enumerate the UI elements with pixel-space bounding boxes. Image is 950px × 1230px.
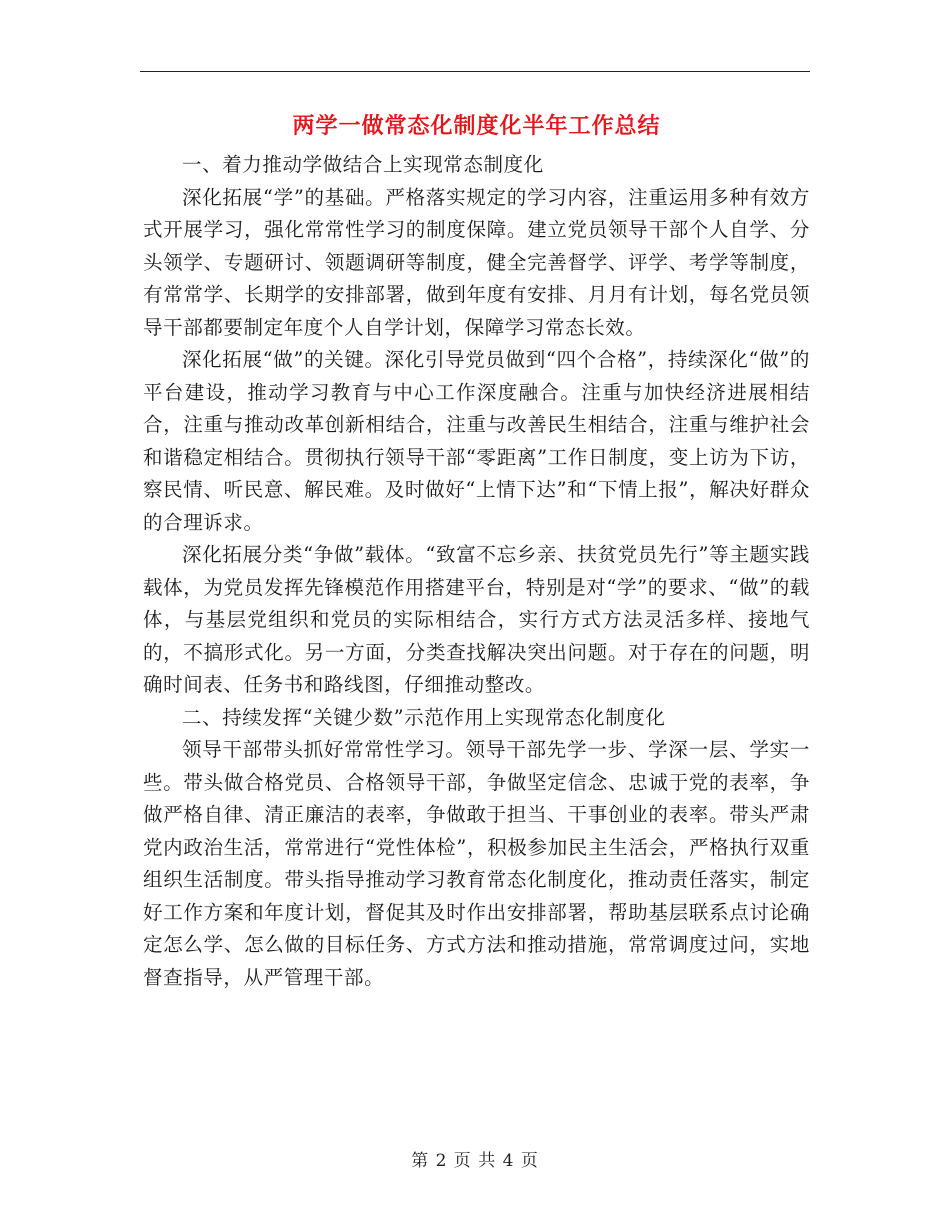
document-title: 两学一做常态化制度化半年工作总结 [292, 113, 661, 139]
body-paragraph-3: 深化拓展分类“争做”载体。“致富不忘乡亲、扶贫党员先行”等主题实践载体，为党员发挥先锋模范作用搭建平台，特别是对“学”的要求、“做”的载体，与基层党组织和党员的实际相结合，实行方式方法灵活多样、接地气的，不搞形式化。另一方面，分类查找解决突出问题。对于存在的问题，明确时间表、任务书和路线图，仔细推动整改。 [143, 543, 810, 696]
page-number: 第 2 页 共 4 页 [411, 1151, 539, 1171]
body-paragraph-1: 深化拓展“学”的基础。严格落实规定的学习内容，注重运用多种有效方式开展学习，强化常常性学习的制度保障。建立党员领导干部个人自学、分头领学、专题研讨、领题调研等制度，健全完善督学、评学、考学等制度，有常常学、长期学的安排部署，做到年度有安排、月月有计划，每名党员领导干部都要制定年度个人自学计划，保障学习常态长效。 [143, 185, 810, 339]
header-rule [140, 71, 810, 72]
document-body [143, 103, 810, 994]
body-paragraph-2: 深化拓展“做”的关键。深化引导党员做到“四个合格”，持续深化“做”的平台建设，推动学习教育与中心工作深度融合。注重与加快经济进展相结合，注重与推动改革创新相结合，注重与改善民生相结合，注重与维护社会和谐稳定相结合。贯彻执行领导干部“零距离”工作日制度，变上访为下访，察民情、听民意、解民难。及时做好“上情下达”和“下情上报”，解决好群众的合理诉求。 [143, 348, 810, 534]
section-heading-2: 二、持续发挥“关键少数”示范作用上实现常态化制度化 [182, 705, 666, 729]
body-paragraph-4: 领导干部带头抓好常常性学习。领导干部先学一步、学深一层、学实一些。带头做合格党员、合格领导干部，争做坚定信念、忠诚于党的表率，争做严格自律、清正廉洁的表率，争做敢于担当、干事创业的表率。带头严肃党内政治生活，常常进行“党性体检”，积极参加民主生活会，严格执行双重组织生活制度。带头指导推动学习教育常态化制度化，推动责任落实，制定好工作方案和年度计划，督促其及时作出安排部署，帮助基层联系点讨论确定怎么学、怎么做的目标任务、方式方法和推动措施，常常调度过问，实地督查指导，从严管理干部。 [143, 738, 810, 989]
section-heading-1: 一、着力推动学做结合上实现常态制度化 [182, 153, 544, 176]
